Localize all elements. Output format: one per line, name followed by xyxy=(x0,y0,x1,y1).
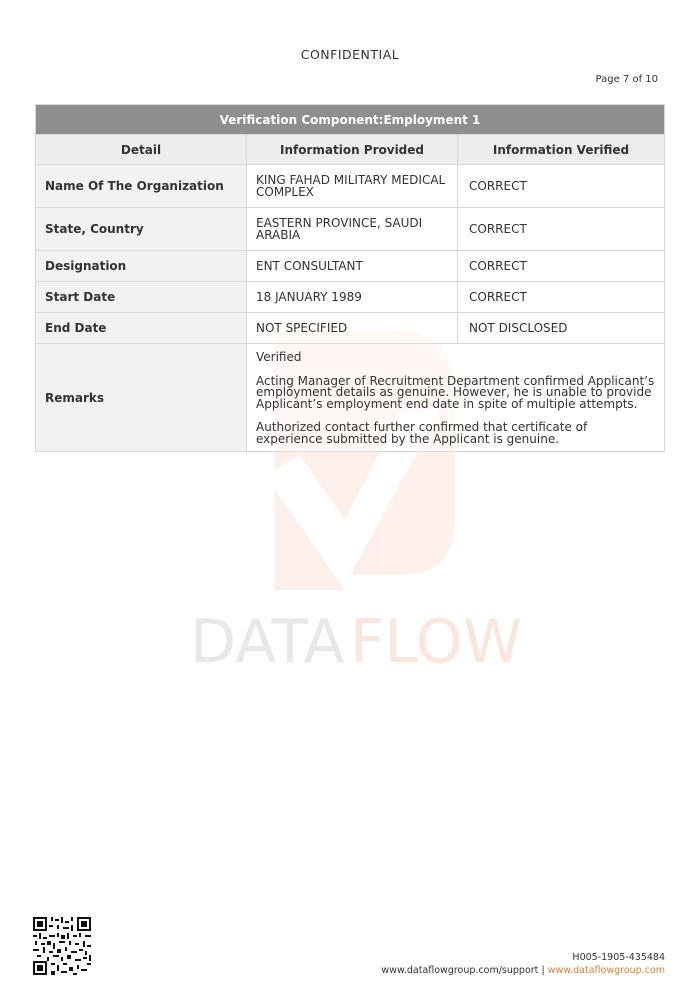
table-title: Verification Component:Employment 1 xyxy=(36,105,665,135)
row-label: End Date xyxy=(36,313,247,344)
provided-value: EASTERN PROVINCE, SAUDI ARABIA xyxy=(247,208,458,251)
link-separator: | xyxy=(541,965,545,976)
remarks-row xyxy=(36,344,665,452)
footer-links xyxy=(381,965,665,976)
verified-value: NOT DISCLOSED xyxy=(458,313,665,344)
provided-value: 18 JANUARY 1989 xyxy=(247,282,458,313)
remarks-paragraph: Acting Manager of Recruitment Department confirmed Applicant’s employment details as genuine. However, he is unable to provide Applicant’s employment end date in spite of multiple attempts. xyxy=(256,373,655,411)
page-number: Page 7 of 10 xyxy=(595,74,658,85)
remarks-content xyxy=(247,344,665,452)
website-link[interactable]: www.dataflowgroup.com xyxy=(547,965,665,976)
verified-value: CORRECT xyxy=(458,165,665,208)
table-row xyxy=(36,165,665,208)
column-header-verified: Information Verified xyxy=(458,135,665,165)
verified-value: CORRECT xyxy=(458,282,665,313)
remarks-label: Remarks xyxy=(36,344,247,452)
remarks-paragraph: Authorized contact further confirmed that certificate of experience submitted by the Applicant is genuine. xyxy=(256,420,588,446)
confidential-label: CONFIDENTIAL xyxy=(300,47,400,62)
row-label: Start Date xyxy=(36,282,247,313)
column-header-detail: Detail xyxy=(36,135,247,165)
table-row xyxy=(36,251,665,282)
watermark-text-data: DATA xyxy=(190,607,345,677)
column-header-row xyxy=(36,135,665,165)
remarks-status: Verified xyxy=(256,350,302,364)
row-label: Name Of The Organization xyxy=(36,165,247,208)
provided-value: ENT CONSULTANT xyxy=(247,251,458,282)
row-label: State, Country xyxy=(36,208,247,251)
document-code: H005-1905-435484 xyxy=(572,952,665,963)
qr-code xyxy=(33,917,91,975)
support-link[interactable]: www.dataflowgroup.com/support xyxy=(381,965,539,976)
watermark-text-flow: FLOW xyxy=(350,607,523,677)
table-row xyxy=(36,208,665,251)
table-row xyxy=(36,313,665,344)
row-label: Designation xyxy=(36,251,247,282)
provided-value: NOT SPECIFIED xyxy=(247,313,458,344)
provided-value: KING FAHAD MILITARY MEDICAL COMPLEX xyxy=(247,165,458,208)
verification-table xyxy=(35,104,665,452)
verified-value: CORRECT xyxy=(458,208,665,251)
table-row xyxy=(36,282,665,313)
column-header-provided: Information Provided xyxy=(247,135,458,165)
verified-value: CORRECT xyxy=(458,251,665,282)
table-title-row xyxy=(36,105,665,135)
